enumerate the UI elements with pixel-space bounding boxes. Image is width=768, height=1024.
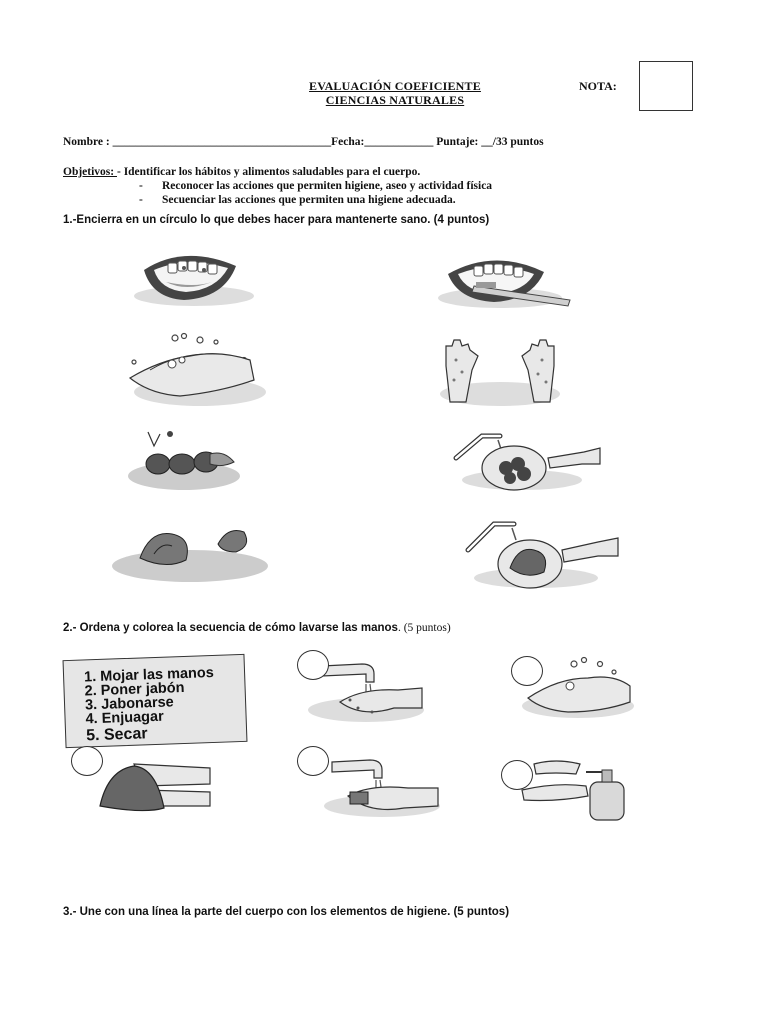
nombre-blank[interactable]: ______________________________________ <box>112 136 332 148</box>
step-3: 3. Jabonarse <box>84 694 175 714</box>
order-circle-dry[interactable] <box>71 746 103 776</box>
sequence-card <box>63 654 248 748</box>
objective-1 <box>63 166 420 178</box>
objectives-label: Objetivos: <box>63 166 117 178</box>
objective-3-bullet: - <box>139 194 143 206</box>
mouth-brushing-teeth-icon[interactable] <box>428 250 578 312</box>
question-1: 1.-Encierra en un círculo lo que debes hacer para mantenerte sano. (4 puntos) <box>63 214 490 226</box>
nota-box[interactable] <box>639 61 693 111</box>
title-line-2: CIENCIAS NATURALES <box>325 93 465 107</box>
question-2-main: 2.- Ordena y colorea la secuencia de cómo lavarse las manos <box>63 622 398 634</box>
washing-strawberries-icon[interactable] <box>452 430 602 492</box>
fecha-label: Fecha: <box>331 136 365 148</box>
step-1: 1. Mojar las manos <box>83 664 215 686</box>
order-circle-wet[interactable] <box>297 746 329 776</box>
nombre-label: Nombre : <box>63 136 113 148</box>
objective-3: Secuenciar las acciones que permiten una higiene adecuada. <box>162 194 456 206</box>
puntaje-label: Puntaje: <box>433 136 482 148</box>
drying-hands-towel-icon <box>94 756 214 818</box>
student-info-row <box>63 136 544 148</box>
dirty-lettuce-icon[interactable] <box>110 518 276 584</box>
title-line-1: EVALUACIÓN COEFICIENTE <box>309 79 481 93</box>
rinsing-hands-icon <box>318 748 442 818</box>
applying-soap-icon <box>516 752 632 822</box>
order-circle-soap[interactable] <box>501 760 533 790</box>
fecha-blank[interactable]: ____________ <box>364 136 434 148</box>
washing-hands-soap-icon[interactable] <box>120 330 270 408</box>
sequence-steps <box>84 666 216 746</box>
dirty-hands-icon[interactable] <box>436 336 566 408</box>
question-2-tail: . (5 puntos) <box>397 622 451 634</box>
dirty-strawberries-icon[interactable] <box>124 428 244 496</box>
step-2: 2. Poner jabón <box>84 679 185 700</box>
order-circle-lather[interactable] <box>511 656 543 686</box>
order-circle-rinse-top[interactable] <box>297 650 329 680</box>
washing-lettuce-icon[interactable] <box>462 516 622 592</box>
question-3: 3.- Une con una línea la parte del cuerpo con los elementos de higiene. (5 puntos) <box>63 906 510 918</box>
mouth-dirty-teeth-icon[interactable] <box>124 248 254 310</box>
objective-text-1: - Identificar los hábitos y alimentos saludables para el cuerpo. <box>116 166 421 178</box>
step-5: 5. Secar <box>85 725 148 745</box>
nota-label: NOTA: <box>579 79 617 93</box>
puntaje-total: /33 puntos <box>492 136 544 148</box>
step-4: 4. Enjuagar <box>85 708 165 728</box>
objective-2: Reconocer las acciones que permiten higiene, aseo y actividad física <box>162 180 493 192</box>
objective-2-bullet: - <box>139 180 143 192</box>
question-2 <box>63 622 451 634</box>
puntaje-blank[interactable]: __ <box>481 136 493 148</box>
